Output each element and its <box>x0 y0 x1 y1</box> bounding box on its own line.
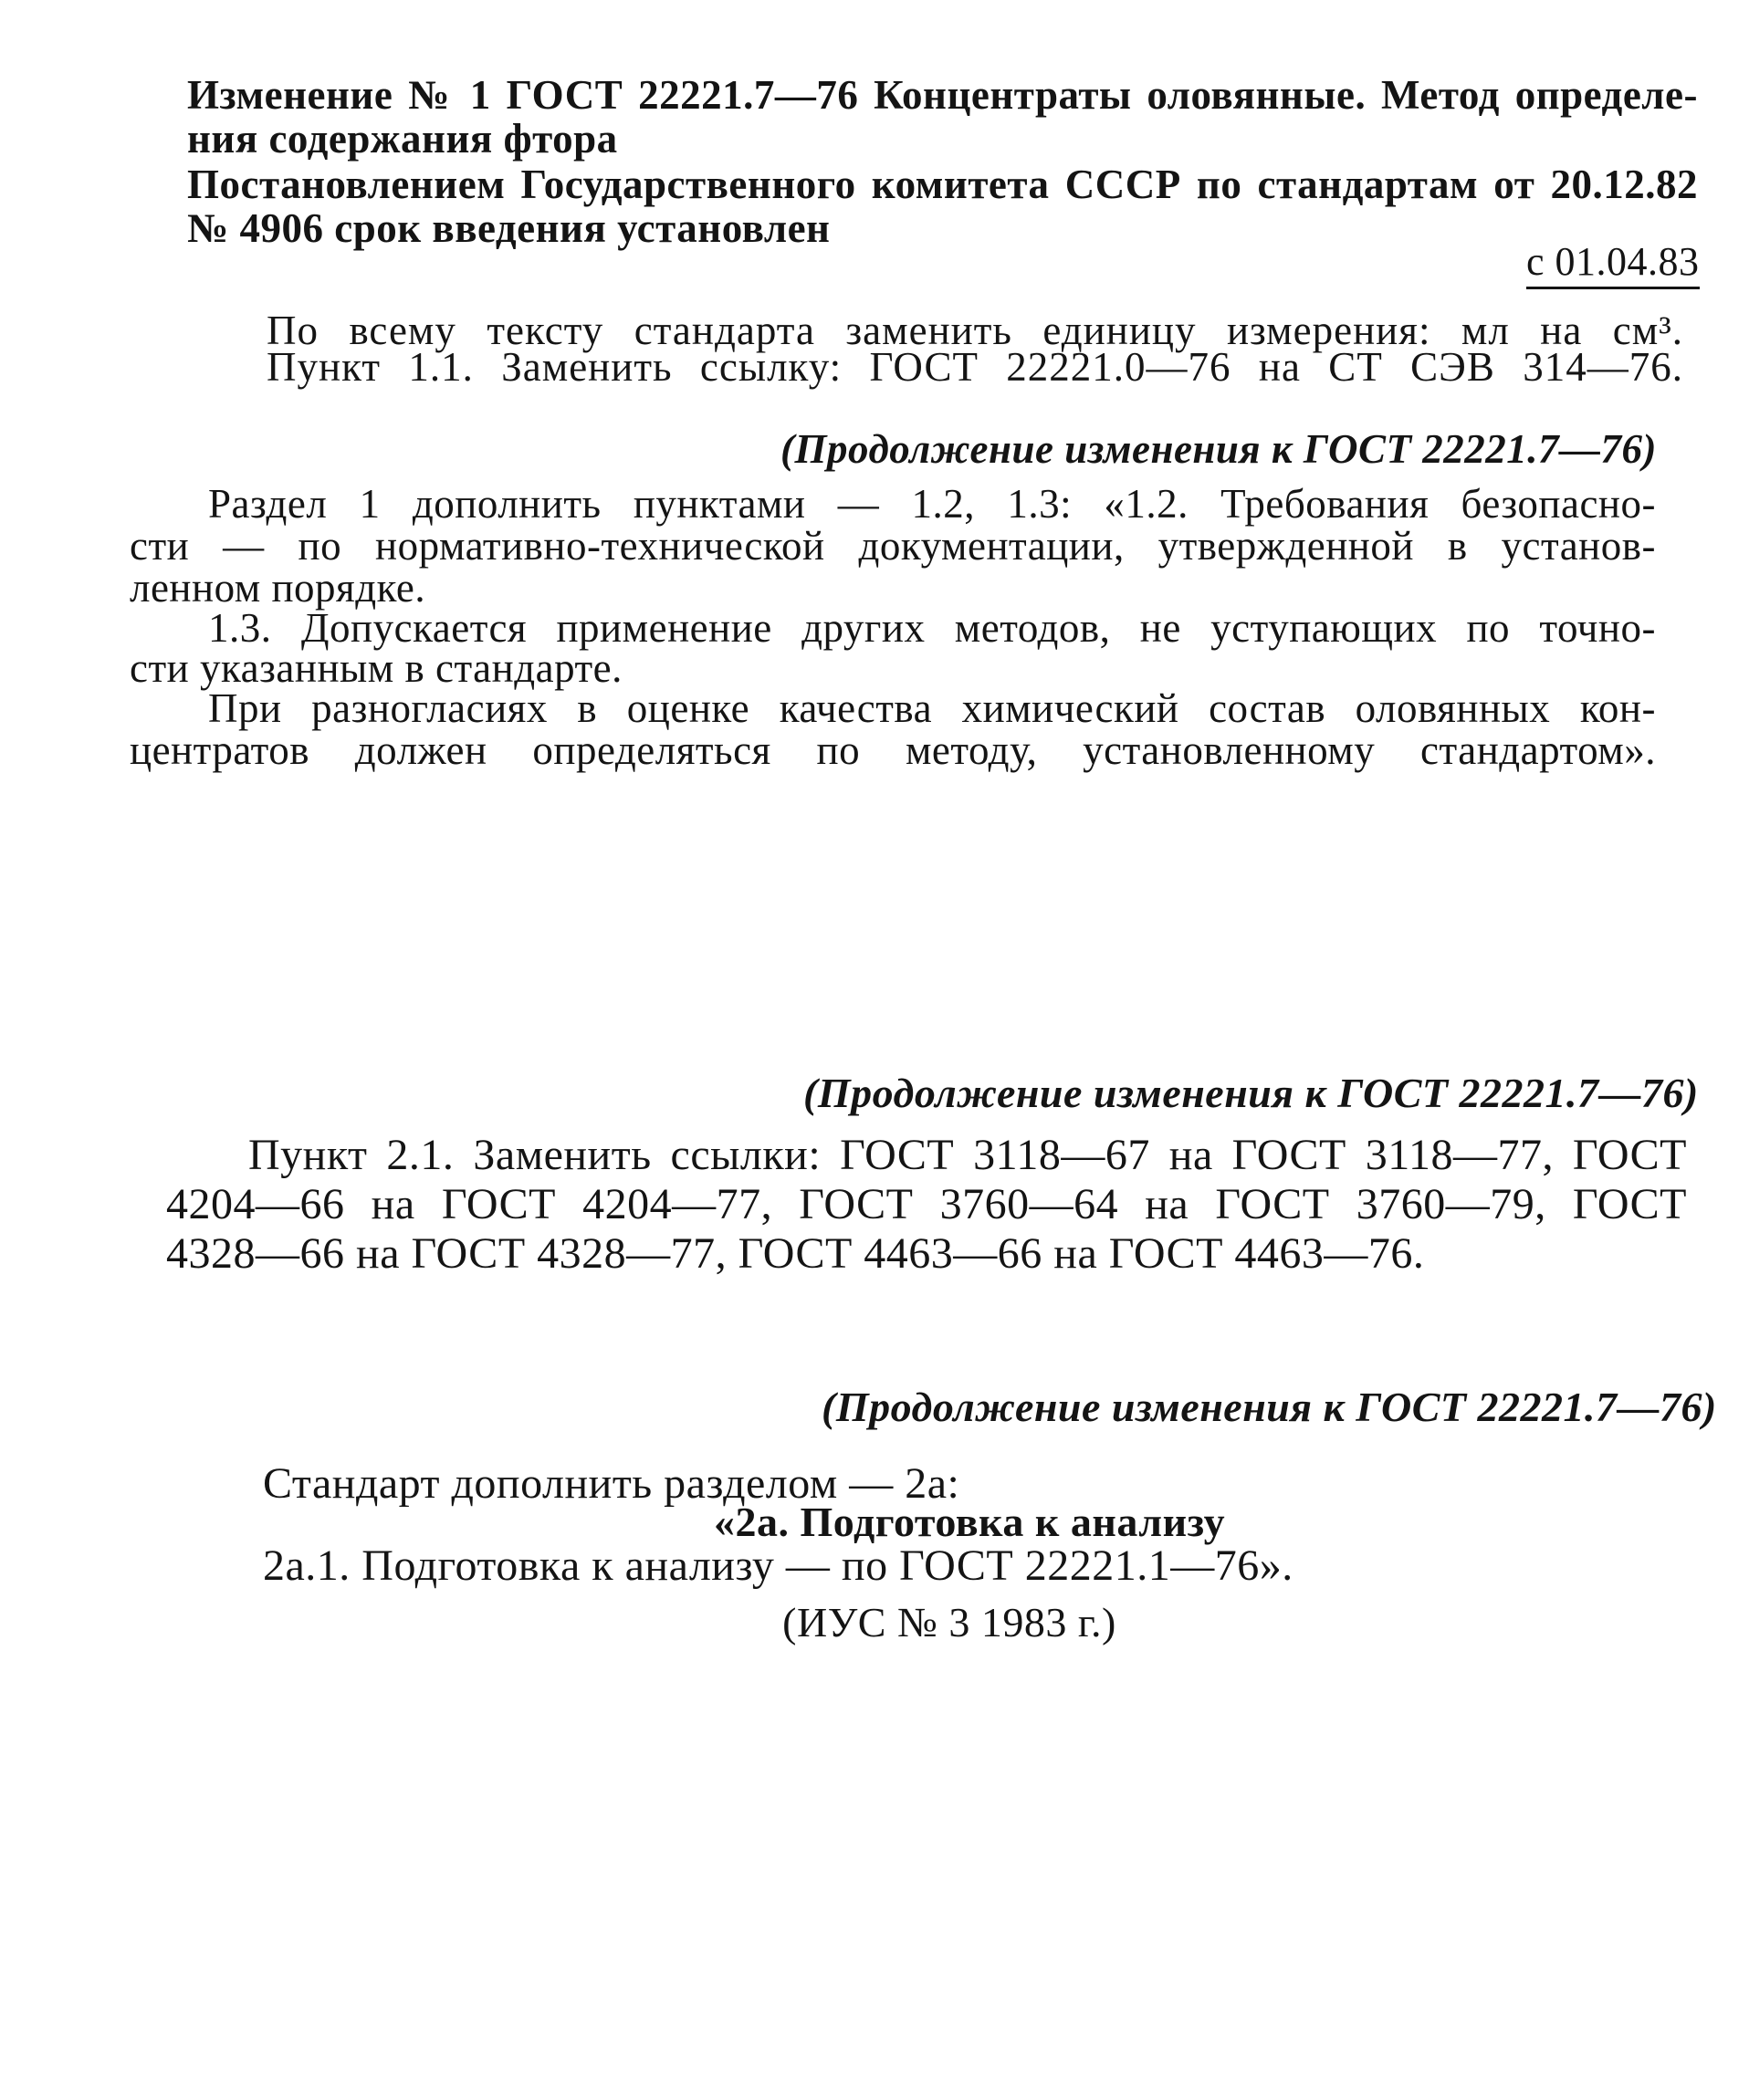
header-decree-line-1: Постановлением Государственного комитета СССР по стандартам от 20.12.82 <box>187 162 1698 207</box>
continuation-heading-3: (Продолжение изменения к ГОСТ 22221.7—76) <box>822 1384 1717 1430</box>
header-title-line-2: ния содержания фтора <box>187 116 618 162</box>
units-replacement-line: По всему тексту стандарта заменить единицу измерения: мл на см³. <box>267 308 1683 353</box>
clause-2a-1-line: 2а.1. Подготовка к анализу — по ГОСТ 22221.1—76». <box>263 1541 1293 1590</box>
ius-reference: (ИУС № 3 1983 г.) <box>782 1599 1116 1646</box>
section-1-line-2: сти — по нормативно-технической документации, утвержденной в установ- <box>130 523 1656 569</box>
continuation-heading-2: (Продолжение изменения к ГОСТ 22221.7—76) <box>803 1070 1699 1116</box>
clause-1-1-line: Пункт 1.1. Заменить ссылку: ГОСТ 22221.0—76 на СТ СЭВ 314—76. <box>267 344 1683 390</box>
section-2a-title: «2а. Подготовка к анализу <box>714 1499 1226 1545</box>
continuation-heading-1: (Продолжение изменения к ГОСТ 22221.7—76) <box>780 426 1657 472</box>
clause-1-3-line-1: 1.3. Допускается применение других методов, не уступающих по точно- <box>208 605 1656 651</box>
section-1-line-1: Раздел 1 дополнить пунктами — 1.2, 1.3: «1.2. Требования безопасно- <box>208 481 1656 527</box>
effective-date: с 01.04.83 <box>1526 239 1700 289</box>
clause-2-1-line-1: Пункт 2.1. Заменить ссылки: ГОСТ 3118—67 на ГОСТ 3118—77, ГОСТ <box>248 1131 1687 1179</box>
disagreement-line-2: центратов должен определяться по методу, установленному стандартом». <box>130 727 1656 773</box>
clause-2-1-line-3: 4328—66 на ГОСТ 4328—77, ГОСТ 4463—66 на ГОСТ 4463—76. <box>166 1229 1425 1278</box>
header-decree-line-2: № 4906 срок введения установлен <box>187 205 831 251</box>
section-1-line-3: ленном порядке. <box>130 565 426 611</box>
clause-2-1-line-2: 4204—66 на ГОСТ 4204—77, ГОСТ 3760—64 на ГОСТ 3760—79, ГОСТ <box>166 1180 1687 1228</box>
disagreement-line-1: При разногласиях в оценке качества химический состав оловянных кон- <box>208 685 1656 731</box>
header-title-line-1: Изменение № 1 ГОСТ 22221.7—76 Концентраты оловянные. Метод определе- <box>187 72 1698 118</box>
clause-1-3-line-2: сти указанным в стандарте. <box>130 645 623 691</box>
section-2a-intro: Стандарт дополнить разделом — 2а: <box>263 1459 960 1508</box>
